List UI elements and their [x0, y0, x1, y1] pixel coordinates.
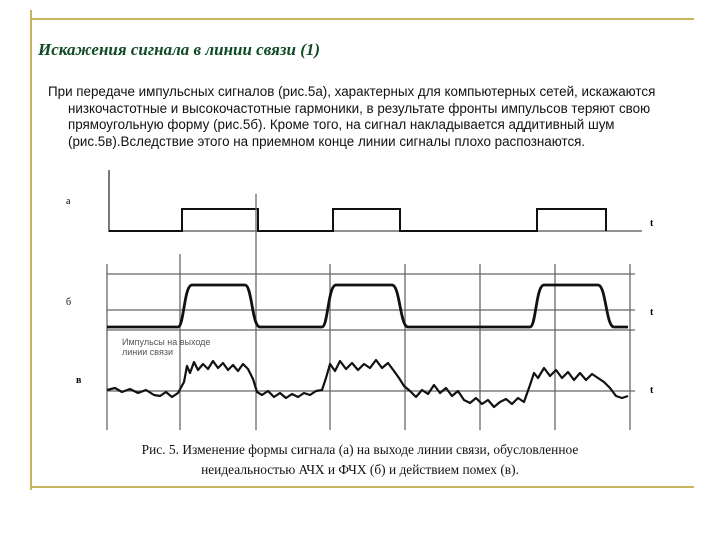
panel-a-time-label: t — [650, 218, 654, 229]
panel-b-distorted-wave — [107, 285, 628, 327]
panel-a-square-wave — [109, 209, 606, 231]
caption-line-1: Рис. 5. Изменение формы сигнала (а) на выходе линии связи, обусловленное — [141, 442, 579, 457]
panel-b — [66, 285, 654, 327]
signal-distortion-figure — [60, 164, 670, 438]
panel-b-label: б — [66, 297, 72, 308]
grid — [107, 194, 635, 430]
panel-a — [66, 170, 654, 232]
panel-c-label: в — [76, 375, 82, 386]
panel-c — [76, 337, 654, 407]
panel-a-label: а — [66, 196, 71, 207]
panel-c-time-label: t — [650, 385, 654, 396]
caption-line-2: неидеальностью АЧХ и ФЧХ (б) и действием помех (в). — [201, 462, 519, 477]
frame-line-top — [30, 18, 694, 20]
slide-title: Искажения сигнала в линии связи (1) — [38, 40, 321, 59]
body-paragraph: При передаче импульсных сигналов (рис.5а), характерных для компьютерных сетей, искажаются низкочастотные и высокочастотные гармоники, в результате фронты импульсов теряют свою прямоугольную форму (рис.5б). Кроме того, на сигнал накладывается аддитивный шум (рис.5в).Вследствие этого на приемном конце линии сигналы плохо распознаются. — [48, 84, 656, 149]
noise-annotation-line2: линии связи — [122, 347, 174, 357]
figure-caption — [60, 440, 660, 480]
noise-annotation-line1: Импульсы на выходе — [122, 337, 211, 347]
panel-b-time-label: t — [650, 307, 654, 318]
frame-line-bottom — [30, 486, 694, 488]
frame-line-left — [30, 10, 32, 490]
panel-c-noisy-wave — [107, 360, 628, 407]
